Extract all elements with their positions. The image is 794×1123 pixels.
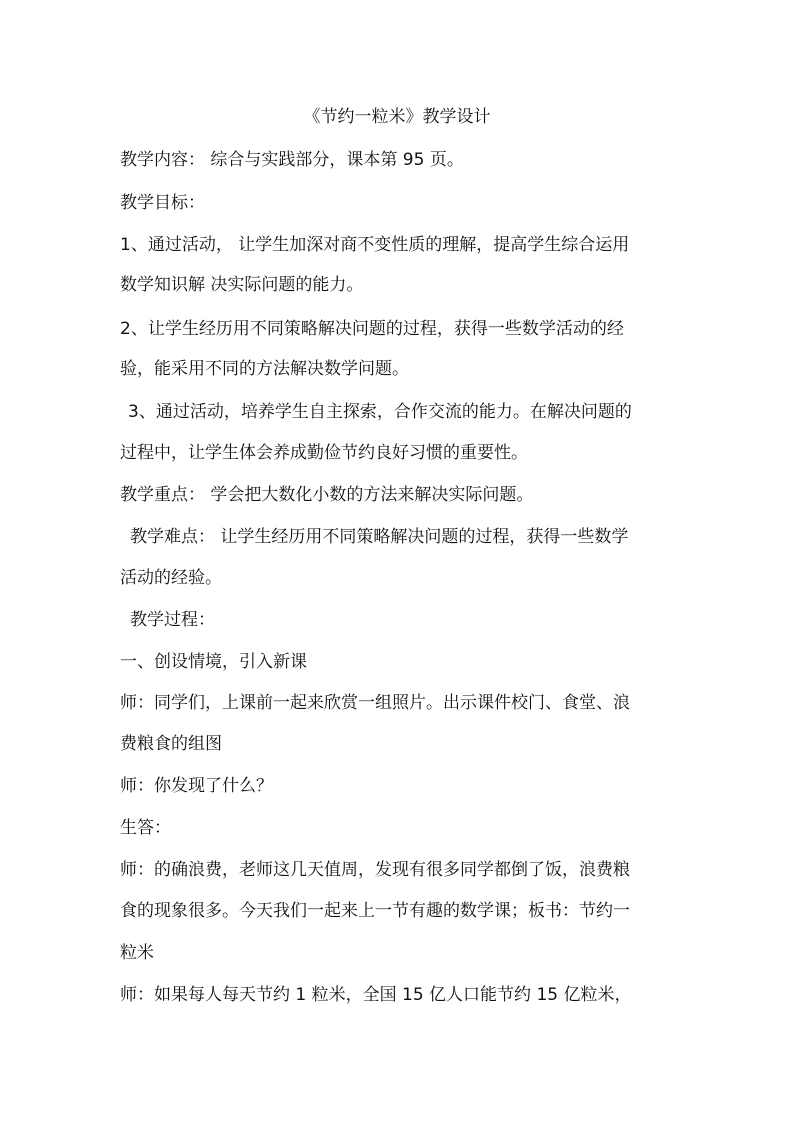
teacher-line-1-part-2: 费粮食的组图 (120, 734, 222, 754)
teacher-line-2-part-3: 粒米 (120, 943, 154, 963)
goal-3-line-1: 3、通过活动，培养学生自主探索，合作交流的能力。在解决问题的 (128, 402, 632, 422)
difficult-points-line-2: 活动的经验。 (120, 568, 222, 588)
key-points-line: 教学重点： 学会把大数化小数的方法来解决实际问题。 (120, 485, 534, 505)
student-answer-line: 生答： (120, 818, 171, 838)
teacher-line-3-part-1: 师：如果每人每天节约 1 粒米，全国 15 亿人口能节约 15 亿粒米， (120, 985, 632, 1005)
teaching-process-heading: 教学过程： (130, 610, 215, 630)
teacher-line-1-part-1: 师：同学们，上课前一起来欣赏一组照片。出示课件校门、食堂、浪 (120, 693, 630, 713)
teacher-line-2-part-1: 师：的确浪费，老师这几天值周，发现有很多同学都倒了饭，浪费粮 (120, 860, 630, 880)
goal-1-line-2: 数学知识解 决实际问题的能力。 (120, 275, 364, 295)
teaching-goals-heading: 教学目标： (120, 193, 205, 213)
goal-1-line-1: 1、通过活动， 让学生加深对商不变性质的理解，提高学生综合运用 (120, 235, 630, 255)
teaching-content-line: 教学内容： 综合与实践部分，课本第 95 页。 (120, 150, 464, 170)
teacher-question-line: 师：你发现了什么？ (120, 776, 273, 796)
goal-3-line-2: 过程中，让学生体会养成勤俭节约良好习惯的重要性。 (120, 443, 528, 463)
goal-2-line-2: 验，能采用不同的方法解决数学问题。 (120, 359, 409, 379)
section-one-heading: 一、创设情境，引入新课 (120, 652, 307, 672)
document-title: 《节约一粒米》教学设计 (303, 107, 491, 127)
difficult-points-line-1: 教学难点： 让学生经历用不同策略解决问题的过程，获得一些数学 (130, 527, 629, 547)
teacher-line-2-part-2: 食的现象很多。今天我们一起来上一节有趣的数学课；板书：节约一 (120, 901, 630, 921)
goal-2-line-1: 2、让学生经历用不同策略解决问题的过程，获得一些数学活动的经 (120, 319, 624, 339)
